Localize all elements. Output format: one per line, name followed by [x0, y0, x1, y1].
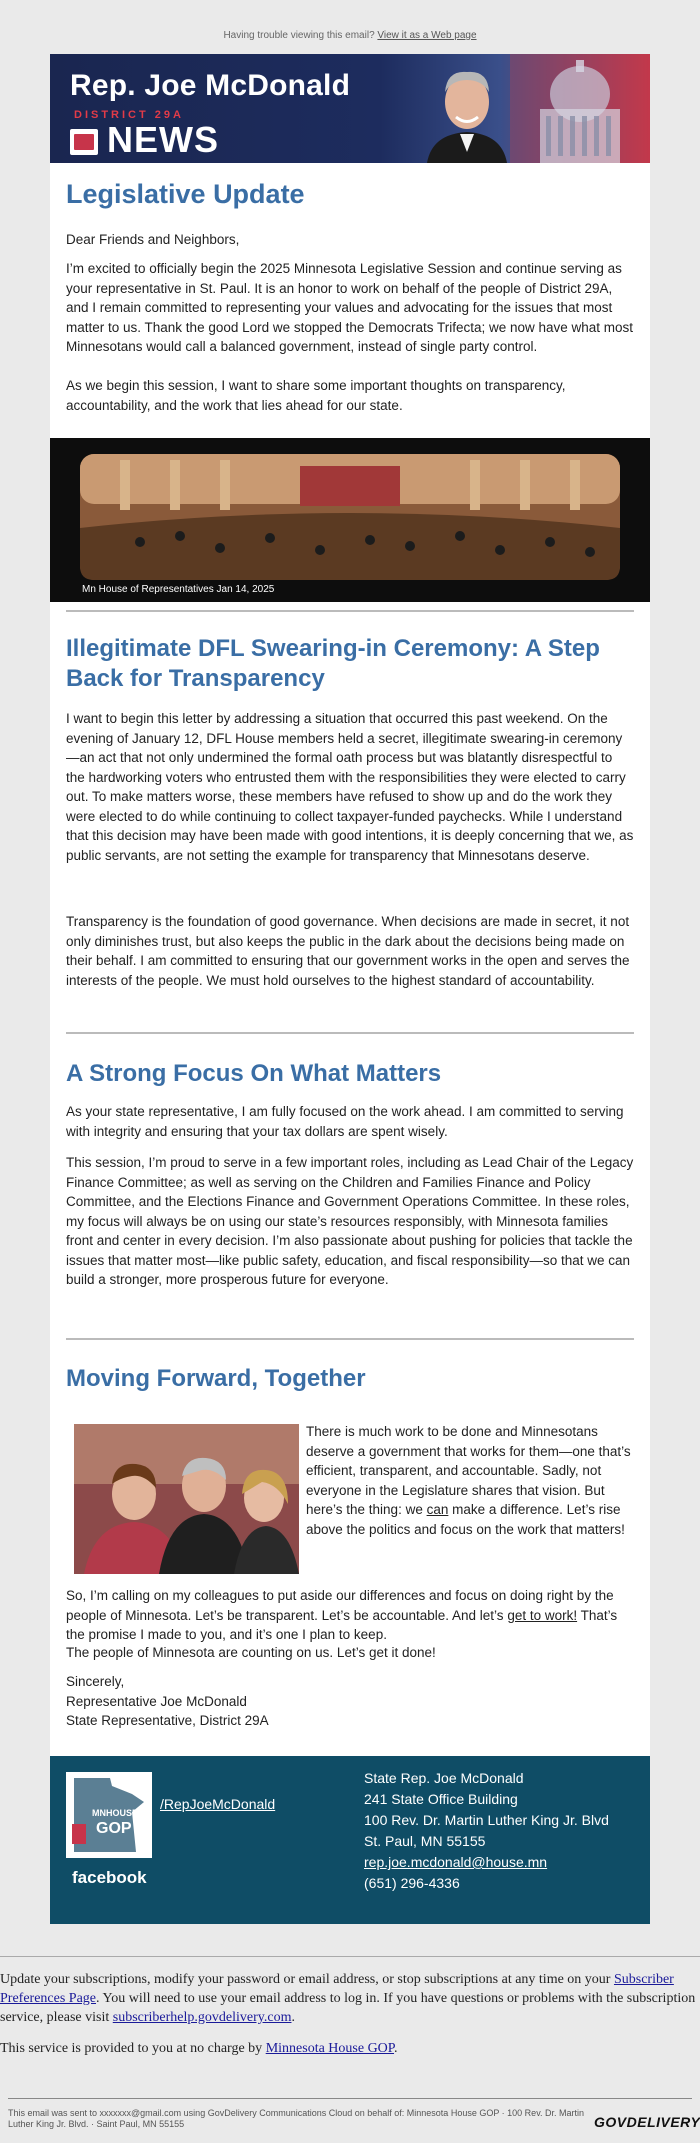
mn-house-gop-link[interactable]: Minnesota House GOP: [265, 2041, 395, 2056]
divider: [66, 610, 634, 612]
focus-paragraph-2: This session, I’m proud to serve in a few important roles, including as Lead Chair of the Legacy Finance Committee; as well as serving on the Children and Families Finance and Policy Committee, and the Elections Finance and Government Operations Committee. In these roles, my focus will always be on using our state’s resources responsibly, with Minnesota families front and center in every decision. I’m also passionate about pushing for policies that tackle the issues that matter most—like public safety, education, and fiscal responsibility—so that we can build a stronger, more prosperous future for everyone.: [66, 1155, 634, 1287]
signature-closing: Sincerely,: [66, 1674, 125, 1689]
focus-heading: A Strong Focus On What Matters: [66, 1060, 442, 1087]
email-link[interactable]: rep.joe.mcdonald@house.mn: [364, 1854, 548, 1870]
moving-forward-wrap-paragraph: [306, 1422, 634, 1539]
address-street: 100 Rev. Dr. Martin Luther King Jr. Blvd: [364, 1812, 609, 1828]
divider: [8, 2098, 692, 2099]
photo-caption: Mn House of Representatives Jan 14, 2025: [82, 584, 275, 595]
logo-gop: GOP: [96, 1820, 132, 1837]
swearing-in-heading: Illegitimate DFL Swearing-in Ceremony: A Step Back for Transparency: [66, 635, 600, 692]
service-text-a: This service is provided to you at no charge by: [0, 2041, 266, 2056]
signature: [66, 1672, 634, 1731]
banner-district: DISTRICT 29A: [74, 109, 184, 121]
subscription-notice: [0, 1970, 700, 2070]
colleagues-photo: [74, 1424, 299, 1574]
address-city: St. Paul, MN 55155: [364, 1833, 486, 1849]
sent-to-notice: This email was sent to xxxxxxx@gmail.com using GovDelivery Communications Cloud on behalf of: Minnesota House GOP · 100 Rev. Dr. Martin Luther King Jr. Blvd. · Saint Paul, MN 55155: [8, 2108, 585, 2129]
logo-mn: MN: [92, 1808, 106, 1818]
subscriber-preferences-link[interactable]: Subscriber Preferences Page: [0, 1972, 674, 2006]
subscriber-help-link[interactable]: subscriberhelp.govdelivery.com: [112, 2010, 292, 2025]
phone-number: (651) 296-4336: [364, 1875, 460, 1891]
calling-text-b: That’s the promise I made to you, and it’s one I plan to keep.: [66, 1607, 618, 1642]
office-address: [364, 1768, 609, 1894]
subscription-paragraph: [0, 1970, 700, 2027]
top-notice-text: Having trouble viewing this email?: [223, 30, 375, 41]
wrap-text-a: There is much work to be done and Minnesotans deserve a government that works for them—one that’s efficient, transparent, and accountable. Sadly, not everyone in the Legislature shares that vision. But here’s the thing: we: [306, 1424, 631, 1517]
wrap-text-can: can: [426, 1502, 449, 1517]
email-body: [50, 54, 650, 1924]
facebook-profile-link[interactable]: /RepJoeMcDonald: [160, 1796, 276, 1812]
web-version-link[interactable]: View it as a Web page: [377, 30, 477, 41]
signature-name: Representative Joe McDonald: [66, 1693, 247, 1709]
divider: [66, 1032, 634, 1034]
mn-house-gop-logo[interactable]: [66, 1772, 152, 1858]
govdelivery-logo[interactable]: GOVDELIVERY: [594, 2114, 700, 2130]
facebook-wordmark: facebook: [72, 1868, 147, 1887]
swearing-in-paragraph: I want to begin this letter by addressing a situation that occurred this past weekend. On the evening of January 12, DFL House members held a secret, illegitimate swearing-in ceremony—an act that not only undermined the formal oath process but was blatantly disrespectful to the hardworking voters who entrusted them with the responsibilities they were elected to carry out. To make matters worse, these members have refused to show up and do the work they were elected to do while continuing to collect taxpayer-funded paychecks. While I understand that this decision may have been made with good intentions, it is deeply concerning that we, as public servants, are not setting the example for transparency that Minnesotans deserve.: [66, 711, 634, 863]
signature-title: State Representative, District 29A: [66, 1713, 269, 1728]
house-chamber-photo: [50, 438, 650, 602]
wrap-text-b: make a difference. Let’s rise above the politics and focus on the work that matters!: [306, 1502, 625, 1537]
contact-footer: [50, 1756, 650, 1924]
header-banner: [50, 54, 650, 163]
colleagues-image: [74, 1424, 299, 1574]
counting-on-us-paragraph: The people of Minnesota are counting on us. Let’s get it done!: [66, 1645, 436, 1660]
greeting: Dear Friends and Neighbors,: [66, 232, 240, 247]
sub-text-a: Update your subscriptions, modify your password or email address, or stop subscriptions at any time on your: [0, 1972, 614, 1987]
get-to-work-link[interactable]: get to work!: [507, 1607, 578, 1623]
banner-news: NEWS: [107, 119, 219, 160]
intro-paragraph: I’m excited to officially begin the 2025 Minnesota Legislative Session and continue serving as your representative in St. Paul. It is an honor to work on behalf of the people of District 29A, and I remain committed to representing your values and advocating for the issues that most matter to us. Thank the good Lord we stopped the Democrats Trifecta; we now have what most Minnesotans would call a balanced government, instead of single party control.: [66, 261, 634, 354]
top-notice: [0, 30, 700, 41]
service-paragraph: [0, 2039, 700, 2058]
capitol-illustration: [510, 54, 650, 163]
legislative-update-heading: Legislative Update: [66, 179, 305, 209]
service-text-b: .: [394, 2041, 398, 2056]
state-seal-icon: [70, 129, 98, 155]
divider: [0, 1956, 700, 1957]
transparency-intro-paragraph: As we begin this session, I want to share some important thoughts on transparency, accountability, and the work that lies ahead for our state.: [66, 378, 566, 413]
house-chamber-image: [50, 438, 650, 602]
banner-name: Rep. Joe McDonald: [70, 69, 351, 102]
focus-paragraph-1: As your state representative, I am fully focused on the work ahead. I am committed to serving with integrity and ensuring that your tax dollars are spent wisely.: [66, 1104, 624, 1139]
address-name: State Rep. Joe McDonald: [364, 1770, 524, 1786]
representative-portrait: [422, 62, 512, 163]
moving-forward-heading: Moving Forward, Together: [66, 1365, 366, 1392]
calling-colleagues-paragraph: [66, 1586, 634, 1645]
logo-house: HOUSE: [106, 1808, 139, 1818]
calling-text-a: So, I’m calling on my colleagues to put aside our differences and focus on doing right by the people of Minnesota. Let’s be transparent. Let’s be accountable. And let’s: [66, 1588, 614, 1623]
divider: [66, 1338, 634, 1340]
sub-text-b: . You will need to use your email address to log in. If you have questions or problems with the subscription service, please visit: [0, 1991, 696, 2025]
sub-text-c: .: [291, 2010, 295, 2025]
address-building: 241 State Office Building: [364, 1791, 518, 1807]
transparency-paragraph: Transparency is the foundation of good governance. When decisions are made in secret, it not only diminishes trust, but also keeps the public in the dark about the decisions being made on their behalf. I am committed to ensuring that our government works in the open and serves the interests of the people. We must hold ourselves to the highest standard of accountability.: [66, 914, 630, 988]
